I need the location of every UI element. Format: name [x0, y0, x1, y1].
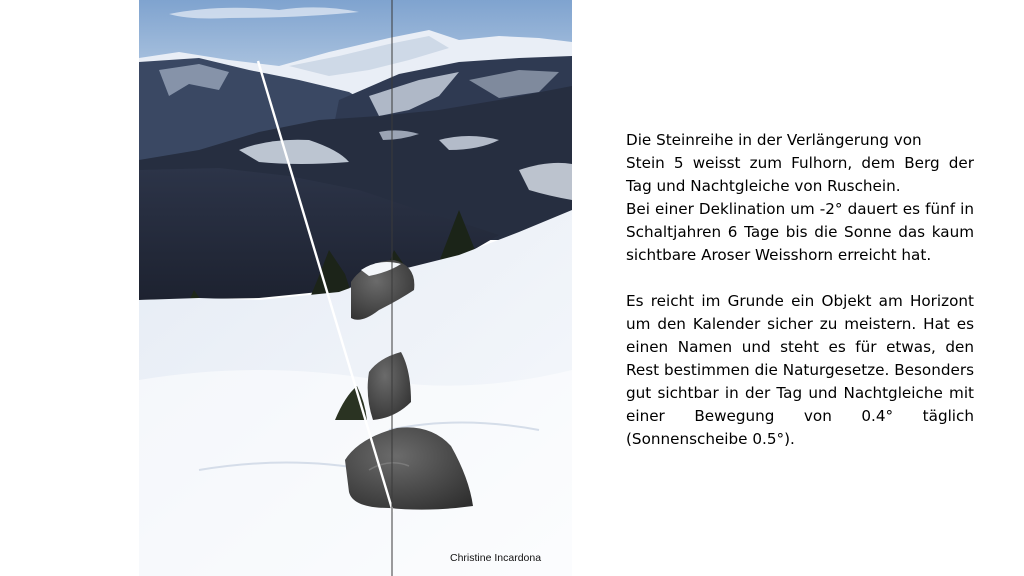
slide-text [626, 129, 974, 451]
paragraph-gap [626, 267, 974, 290]
text-line-2: Stein 5 weisst zum Fulhorn, dem Berg der Tag und Nachtgleiche von Ruschein. [626, 154, 974, 195]
text-paragraph-2: Es reicht im Grunde ein Objekt am Horizont um den Kalender sicher zu meistern. Hat es einen Namen und steht es für etwas, den Rest bestimmen die Naturgesetze. Besonders gut sichtbar in der Tag und Nachtgleiche mit einer Bewegung von 0.4° täglich (Sonnenscheibe 0.5°). [626, 292, 974, 448]
photo-credit: Christine Incardona [450, 552, 542, 564]
text-line-3: Bei einer Deklination um -2° dauert es fünf in Schaltjahren 6 Tage bis die Sonne das kaum sichtbare Aroser Weisshorn erreicht hat. [626, 200, 974, 264]
landscape-photo [139, 0, 572, 576]
text-line-1: Die Steinreihe in der Verlängerung von [626, 131, 922, 149]
